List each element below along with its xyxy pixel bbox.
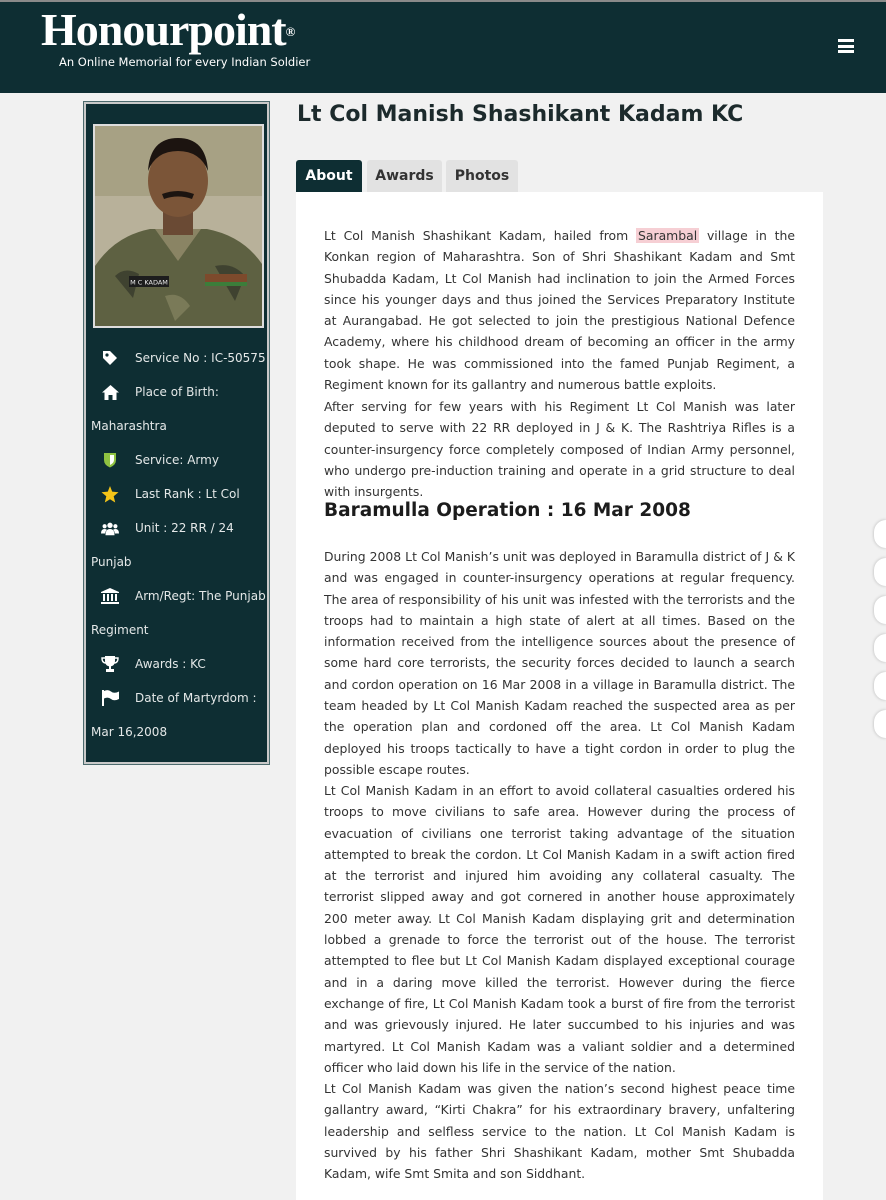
p1-text-after: village in the Konkan region of Maharashtra. Son of Shri Shashikant Kadam and Smt Shubadda Kadam, Lt Col Manish had inclination to join the Armed Forces since his younger days and thus joined the Services Preparatory Institute at Aurangabad. He got selected to join the prestigious National Defence Academy, where his childhood dream of becoming an officer in the army took shape. He was commissioned into the famed Punjab Regiment, a Regiment known for its gallantry and numerous battle exploits. xyxy=(324,228,795,393)
home-icon xyxy=(101,383,119,401)
star-icon xyxy=(101,485,119,503)
site-header xyxy=(0,0,886,93)
tag-icon xyxy=(101,349,119,367)
share-button-edge[interactable] xyxy=(874,596,886,624)
about-paragraph-4: Lt Col Manish Kadam in an effort to avoid collateral casualties ordered his troops to move civilians to safe area. However during the process of evacuation of civilians one terrorist taking advantage of the situation attempted to break the cordon. Lt Col Manish Kadam in a swift action fired at the terrorist and injured him avoiding any collateral casualty. The terrorist slipped away and got cornered in another house approximately 200 meter away. Lt Col Manish Kadam displaying grit and determination lobbed a grenade to force the terrorist out of the house. The terrorist attempted to flee but Lt Col Manish Kadam displayed exceptional courage and in a daring move killed the terrorist. However during the fierce exchange of fire, Lt Col Manish Kadam took a burst of fire from the terrorist and was grievously injured. He later succumbed to his injuries and was martyred. Lt Col Manish Kadam was a valiant soldier and a determined officer who laid down his life in the service of the nation. xyxy=(324,783,795,1075)
about-paragraph-2: After serving for few years with his Regiment Lt Col Manish was later deputed to serve with 22 RR deployed in J & K. The Rashtriya Rifles is a counter-insurgency force completely composed of Indian Army personnel, who undergo pre-induction training and operate in a grid structure to deal with insurgents. xyxy=(324,399,795,500)
share-button-edge[interactable] xyxy=(874,710,886,738)
site-logo[interactable] xyxy=(41,2,294,58)
highlighted-place: Sarambal xyxy=(638,228,698,243)
operation-heading: Baramulla Operation : 16 Mar 2008 xyxy=(324,500,691,521)
birthplace-label: Place of Birth: xyxy=(135,385,219,399)
menu-icon[interactable] xyxy=(838,39,854,53)
martyrdom-value: Mar 16,2008 xyxy=(91,725,168,739)
service-no-row xyxy=(91,341,266,375)
unit-row xyxy=(91,511,266,579)
rank-label: Last Rank : Lt Col xyxy=(135,487,240,501)
birthplace-row xyxy=(91,375,266,443)
rank-row xyxy=(91,477,266,511)
users-icon xyxy=(101,519,119,537)
p1-text-before: Lt Col Manish Shashikant Kadam, hailed from xyxy=(324,228,637,243)
bank-icon xyxy=(101,587,119,605)
service-row xyxy=(91,443,266,477)
share-button-edge[interactable] xyxy=(874,634,886,662)
about-paragraph-3: During 2008 Lt Col Manish’s unit was deployed in Baramulla district of J & K and was engaged in counter-insurgency operations at regular frequency. The area of responsibility of his unit was infested with the terrorists and the troops had to maintain a high state of alert at all times. Based on the information received from the intelligence sources about the presence of some hard core terrorists, the security forces decided to launch a search and cordon operation on 16 Mar 2008 in a village in Baramulla district. The team headed by Lt Col Manish Kadam reached the suspected area as per the operation plan and cordoned off the area. Lt Col Manish Kadam deployed his troops tactically to have a tight cordon in order to plug the possible escape routes. xyxy=(324,549,795,777)
share-button-edge[interactable] xyxy=(874,558,886,586)
shield-icon xyxy=(101,451,119,469)
awards-row xyxy=(91,647,266,681)
tab-awards[interactable]: Awards xyxy=(367,160,442,192)
awards-label: Awards : KC xyxy=(135,657,206,671)
unit-label: Unit : 22 RR / 24 xyxy=(135,521,234,535)
share-button-edge[interactable] xyxy=(874,672,886,700)
regiment-row xyxy=(91,579,266,647)
share-button-edge[interactable] xyxy=(874,520,886,548)
soldier-photo xyxy=(93,124,264,328)
unit-value: Punjab xyxy=(91,555,132,569)
page-title: Lt Col Manish Shashikant Kadam KC xyxy=(297,102,744,127)
tab-about[interactable]: About xyxy=(296,160,362,192)
regiment-label: Arm/Regt: The Punjab xyxy=(135,589,266,603)
registered-mark: ® xyxy=(285,24,295,39)
tab-photos[interactable]: Photos xyxy=(446,160,518,192)
about-paragraph-1 xyxy=(324,225,795,395)
martyrdom-row xyxy=(91,681,266,749)
regiment-value: Regiment xyxy=(91,623,149,637)
profile-sidebar xyxy=(84,102,269,764)
logo-text: Honourpoint xyxy=(41,4,286,55)
flag-icon xyxy=(101,689,119,707)
about-panel xyxy=(296,192,823,1200)
service-no-label: Service No : IC-50575 xyxy=(135,351,266,365)
service-label: Service: Army xyxy=(135,453,219,467)
site-tagline: An Online Memorial for every Indian Soldier xyxy=(59,55,311,69)
birthplace-value: Maharashtra xyxy=(91,419,167,433)
profile-info-list xyxy=(91,341,266,749)
name-tag-text: M C KADAM xyxy=(130,278,168,287)
about-paragraph-5: Lt Col Manish Kadam was given the nation’s second highest peace time gallantry award, “Kirti Chakra” for his extraordinary bravery, unfaltering leadership and selfless service to the nation. Lt Col Manish Kadam is survived by his father Shri Shashikant Kadam, mother Smt Shubadda Kadam, wife Smt Smita and son Siddhant. xyxy=(324,1081,795,1182)
martyrdom-label: Date of Martyrdom : xyxy=(135,691,257,705)
trophy-icon xyxy=(101,655,119,673)
